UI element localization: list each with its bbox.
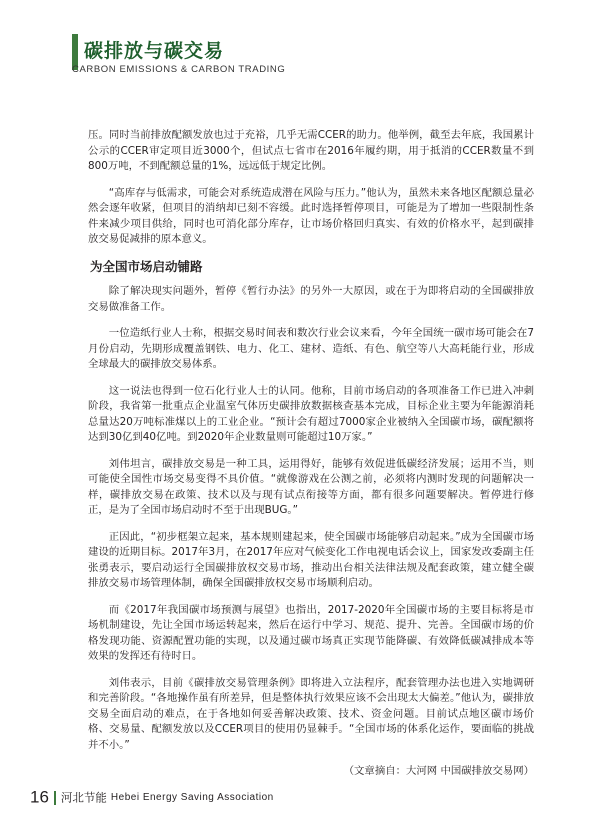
article-source: （文章摘自：大河网 中国碳排放交易网） [343,765,534,777]
section-subtitle: CARBON EMISSIONS & CARBON TRADING [72,64,286,75]
article-paragraph: 刘伟坦言，碳排放交易是一种工具，运用得好，能够有效促进低碳经济发展；运用不当，则可能使全国性市场交易变得不具价值。“就像游戏在公测之前，必须将内测时发现的问题解决一样，碳排放交易在政策、技术以及与现有试点衔接等方面，都有很多问题要解决。暂停进行修正，是为了全国市场启动时不至于出现BUG。” [88,457,534,516]
article-paragraph: 一位造纸行业人士称，根据交易时间表和数次行业会议来看，今年全国统一碳市场可能会在7月份启动，先期形成覆盖钢铁、电力、化工、建材、造纸、有色、航空等八大高耗能行业，形成全球最大的碳排放交易体系。 [88,327,534,370]
article-subheading: 为全国市场启动铺路 [90,258,203,274]
page-number: 16 [30,787,49,807]
article-paragraph: 正因此，“初步框架立起来，基本规则建起来，使全国碳市场能够启动起来。”成为全国碳市场建设的近期目标。2017年3月，在2017年应对气候变化工作电视电话会议上，国家发改委副主任张勇表示，要启动运行全国碳排放权交易市场，推动出台相关法律法规及配套政策，建立健全碳排放交易市场管理体制，确保全国碳排放权交易市场顺利启动。 [88,530,534,589]
magazine-name-english: Hebei Energy Saving Association [110,792,274,803]
article-paragraph: 而《2017年我国碳市场预测与展望》也指出，2017-2020年全国碳市场的主要目标将是市场机制建设，先让全国市场运转起来，然后在运行中学习、规范、提升、完善。全国碳市场的价格发现功能、资源配置功能的实现，以及通过碳市场真正实现节能降碳、有效降低碳减排成本等效果的发挥还有待时日。 [88,603,534,662]
section-title: 碳排放与碳交易 [84,40,225,62]
footer-divider [54,791,56,805]
article-paragraph: 这一说法也得到一位石化行业人士的认同。他称，目前市场启动的各项准备工作已进入冲刺阶段，我省第一批重点企业温室气体历史碳排放数据核查基本完成，目标企业主要为年能源消耗总量达20万吨标准煤以上的工业企业。“预计会有超过7000家企业被纳入全国碳市场，碳配额将达到30亿到40亿吨。到2020年企业数量则可能超过10万家。” [88,384,534,443]
page-footer [30,787,274,809]
section-header [0,0,600,80]
magazine-name: 河北节能 [60,790,107,805]
article-paragraph: 除了解决现实问题外，暂停《暂行办法》的另外一大原因，或在于为即将启动的全国碳排放交易做准备工作。 [88,285,534,313]
article-paragraph: 刘伟表示，目前《碳排放交易管理条例》即将进入立法程序，配套管理办法也进入实地调研和完善阶段。“各地操作虽有所差异，但是整体执行效果应该不会出现太大偏差。”他认为，碳排放交易全面启动的难点，在于各地如何妥善解决政策、技术、资金问题。目前试点地区碳市场价格、交易量、配额发放以及CCER项目的使用仍显棘手。“全国市场的体系化运作，要面临的挑战并不小。” [88,676,534,751]
article-paragraph: 压。同时当前排放配额发放也过于充裕，几乎无需CCER的助力。他举例，截至去年底，我国累计公示的CCER审定项目近3000个，但试点七省市在2016年履约期，用于抵消的CCER数量不到800万吨，不到配额总量的1%，远远低于规定比例。 [88,129,534,172]
article-paragraph: “高库存与低需求，可能会对系统造成潜在风险与压力。”他认为，虽然未来各地区配额总量必然会逐年收紧，但项目的消纳却已刻不容缓。此时选择暂停项目，可能是为了增加一些限制性条件来减少项目供给，同时也可消化部分库存，让市场价格回归真实、有效的价格水平，起到碳排放交易促减排的原本意义。 [88,186,534,245]
article-body [88,128,534,791]
